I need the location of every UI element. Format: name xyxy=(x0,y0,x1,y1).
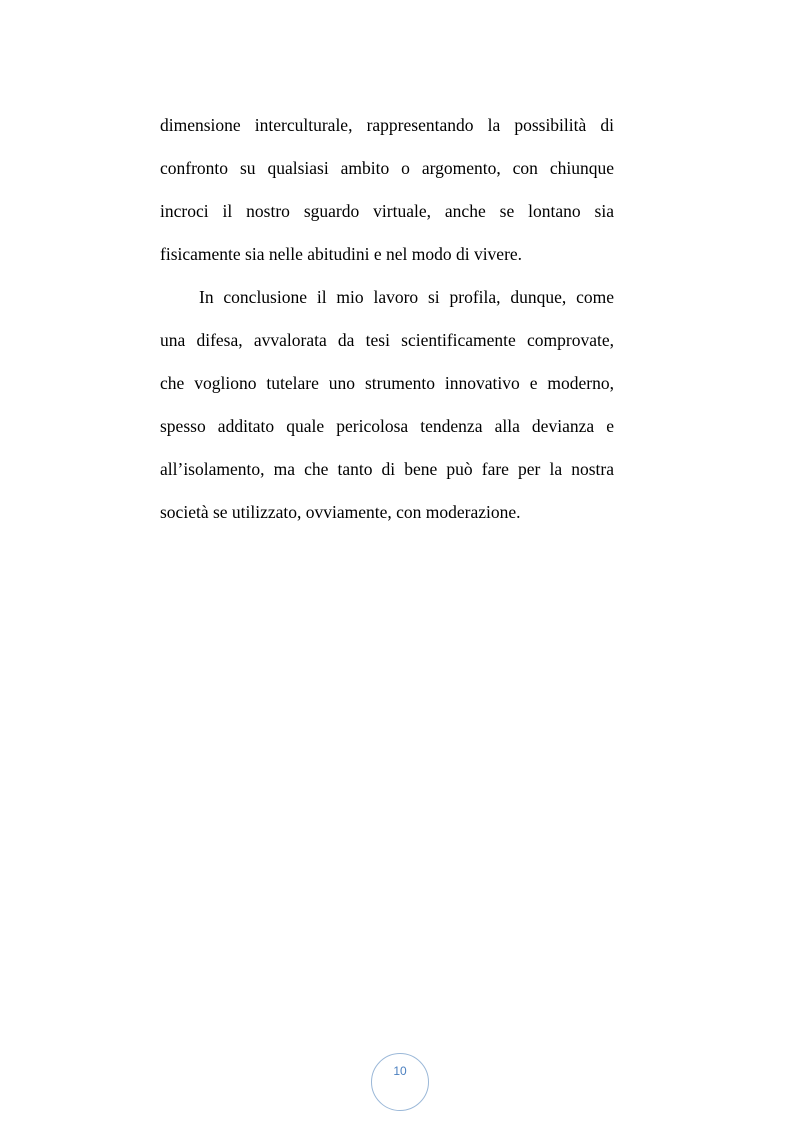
page-number: 10 xyxy=(393,1064,407,1078)
page-number-badge xyxy=(371,1053,429,1111)
paragraph-line: dimensione interculturale, rappresentando la possibilità di xyxy=(160,115,614,135)
paragraph-line: una difesa, avvalorata da tesi scientificamente comprovate, xyxy=(160,330,614,350)
paragraph-line: In conclusione il mio lavoro si profila, dunque, come xyxy=(199,287,614,307)
paragraph-line: all’isolamento, ma che tanto di bene può fare per la nostra xyxy=(160,459,614,479)
paragraph-line: che vogliono tutelare uno strumento innovativo e moderno, xyxy=(160,373,614,393)
paragraph-line: confronto su qualsiasi ambito o argomento, con chiunque xyxy=(160,158,614,178)
paragraph-line: incroci il nostro sguardo virtuale, anche se lontano sia xyxy=(160,201,614,221)
body-text xyxy=(160,104,614,534)
paragraph-line: fisicamente sia nelle abitudini e nel modo di vivere. xyxy=(160,244,523,264)
paragraph-line: società se utilizzato, ovviamente, con moderazione. xyxy=(160,502,521,522)
paragraph-line: spesso additato quale pericolosa tendenza alla devianza e xyxy=(160,416,614,436)
